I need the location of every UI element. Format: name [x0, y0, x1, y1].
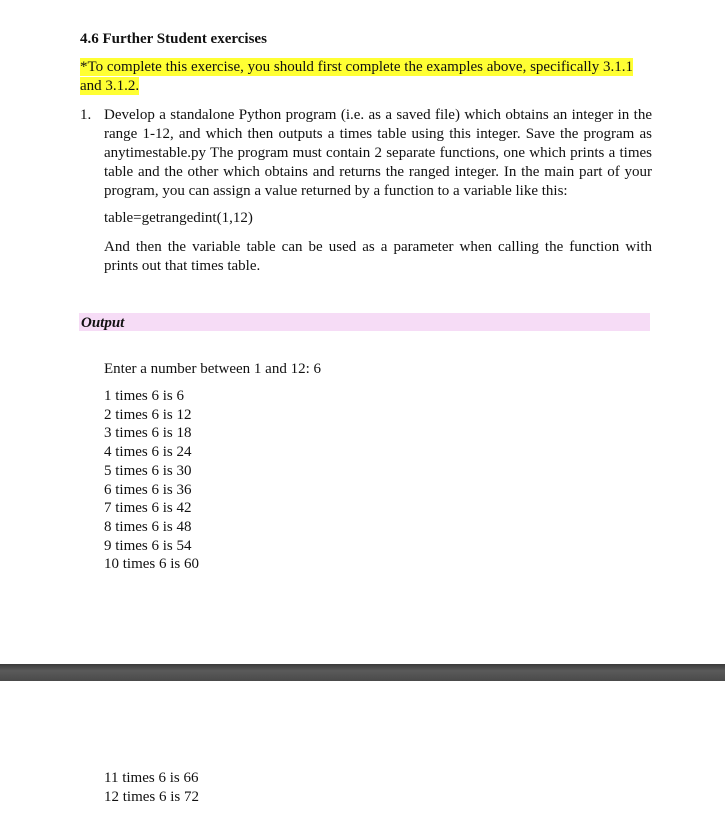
note-line-1: *To complete this exercise, you should first complete the examples above, specifically 3.1.1: [80, 59, 633, 75]
table-row: 12 times 6 is 72: [104, 788, 200, 805]
table-row: 7 times 6 is 42: [104, 500, 192, 517]
table-row: 9 times 6 is 54: [104, 537, 192, 554]
table-row: 5 times 6 is 30: [104, 462, 192, 479]
times-table-output-page1: [104, 387, 199, 574]
output-prompt: Enter a number between 1 and 12: 6: [104, 361, 322, 377]
table-row: 8 times 6 is 48: [104, 518, 192, 535]
exercise-text: Develop a standalone Python program (i.e. as a saved file) which obtains an integer in the range 1-12, and which then outputs a times table using this integer. Save the program as anytimestable.py The program must contain 2 separate functions, one which prints a times table and the other which obtains and returns the ranged integer. In the main part of your program, you can assign a value returned by a function to a variable like this:: [104, 107, 652, 199]
table-row: 11 times 6 is 66: [104, 770, 199, 786]
table-row: 10 times 6 is 60: [104, 556, 200, 573]
list-number: 1.: [80, 107, 92, 123]
page-separator: [0, 664, 725, 681]
output-heading-bar: [79, 313, 650, 331]
table-row: 6 times 6 is 36: [104, 481, 192, 498]
code-example: table=getrangedint(1,12): [104, 210, 253, 226]
output-heading: Output: [81, 315, 125, 331]
table-row: 4 times 6 is 24: [104, 444, 192, 461]
document-page-2: [0, 681, 725, 825]
section-heading: 4.6 Further Student exercises: [80, 31, 267, 47]
prerequisite-note: [80, 58, 652, 96]
table-row: 2 times 6 is 12: [104, 406, 192, 423]
note-line-2: and 3.1.2.: [80, 78, 140, 94]
times-table-output-page2: [104, 769, 199, 806]
table-row: 3 times 6 is 18: [104, 425, 192, 442]
exercise-follow-text: And then the variable table can be used as a parameter when calling the function with prints out that times table.: [104, 239, 652, 274]
table-row: 1 times 6 is 6: [104, 388, 185, 404]
